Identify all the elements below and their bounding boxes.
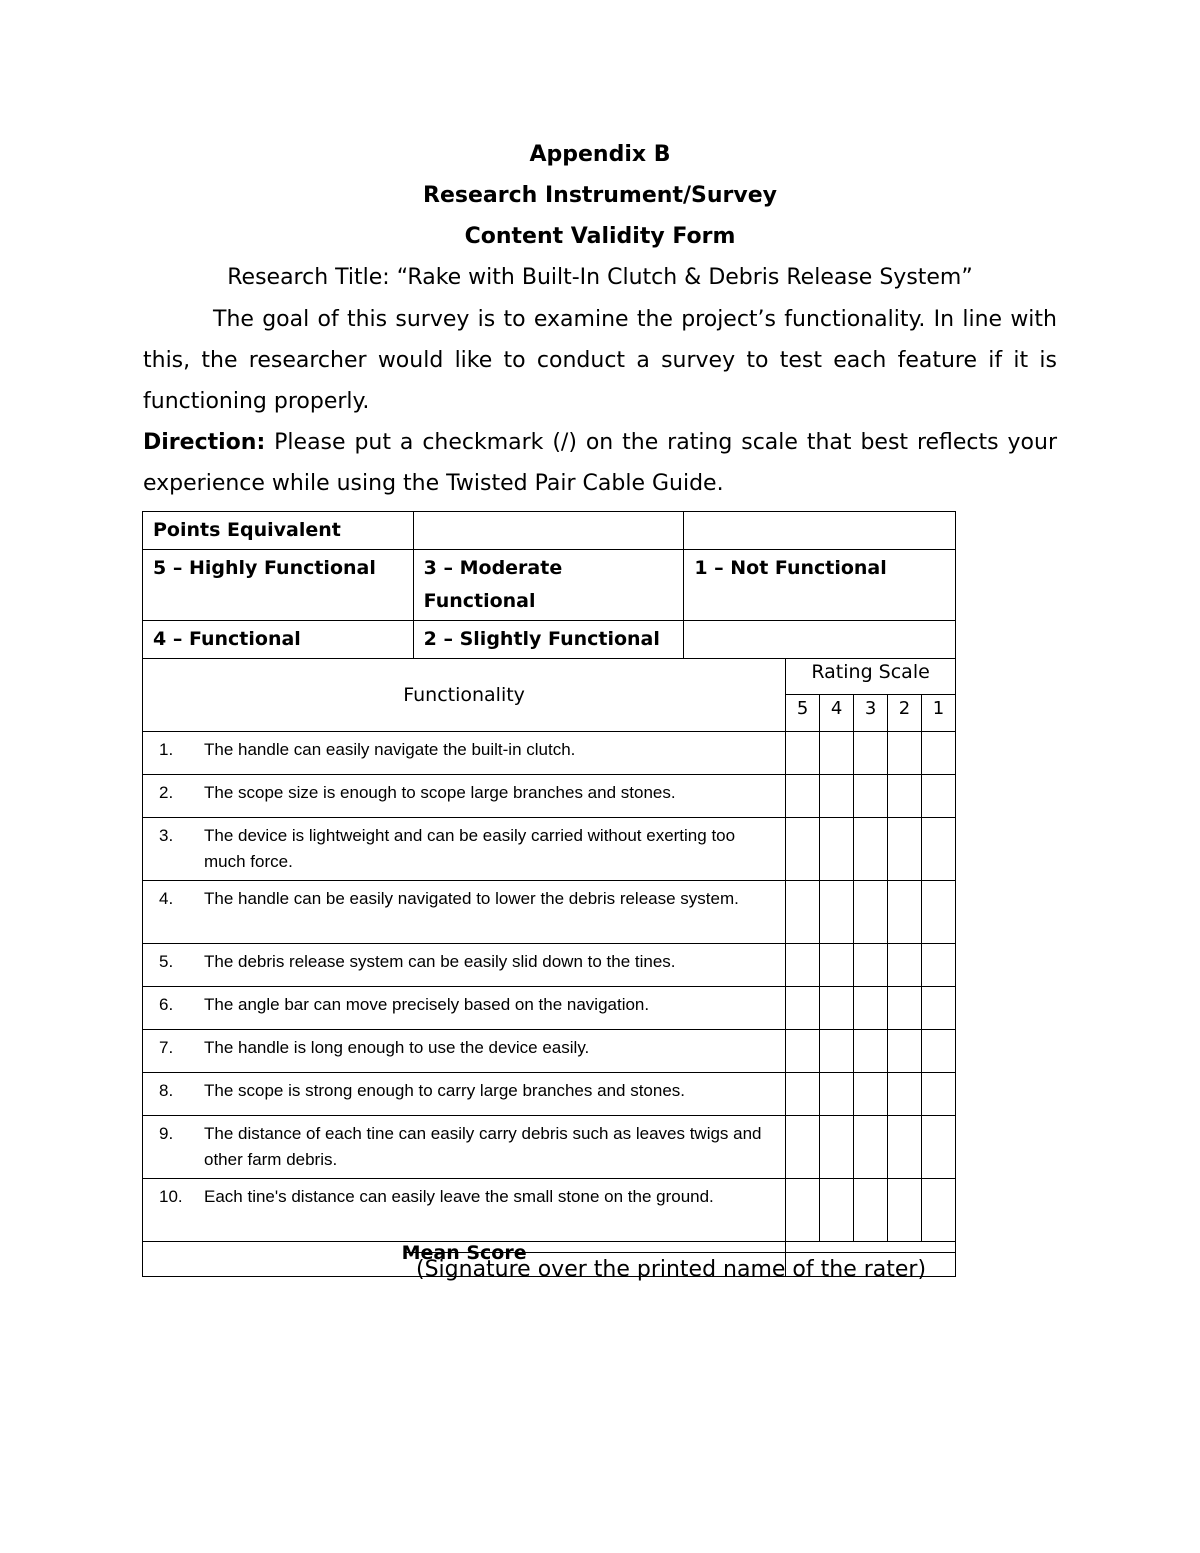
table-row	[143, 881, 956, 944]
rating-checkbox-cell[interactable]	[921, 1030, 955, 1073]
rating-checkbox-cell[interactable]	[786, 1030, 820, 1073]
rating-checkbox-cell[interactable]	[854, 732, 888, 775]
table-row	[143, 944, 956, 987]
rating-checkbox-cell[interactable]	[888, 881, 922, 944]
scale-1: 1	[921, 695, 955, 732]
rating-checkbox-cell[interactable]	[820, 1073, 854, 1116]
signature-caption: (Signature over the printed name of the rater)	[416, 1257, 927, 1282]
table-row	[143, 1073, 956, 1116]
mean-score-label: Mean Score	[143, 1242, 786, 1277]
table-row	[143, 775, 956, 818]
table-row	[143, 732, 956, 775]
rating-checkbox-cell[interactable]	[854, 775, 888, 818]
rating-checkbox-cell[interactable]	[820, 775, 854, 818]
rating-checkbox-cell[interactable]	[820, 818, 854, 881]
item-text: The distance of each tine can easily carry debris such as leaves twigs and other farm debris.	[204, 1124, 762, 1169]
points-slightly-functional: 2 – Slightly Functional	[413, 621, 684, 659]
item-number: 3.	[159, 826, 174, 845]
scale-3: 3	[854, 695, 888, 732]
item-cell	[143, 1073, 786, 1116]
points-not-functional: 1 – Not Functional	[684, 550, 956, 621]
table-row	[143, 1179, 956, 1242]
points-equivalent-table	[142, 511, 956, 659]
rating-checkbox-cell[interactable]	[786, 818, 820, 881]
item-cell	[143, 775, 786, 818]
item-cell	[143, 944, 786, 987]
rating-checkbox-cell[interactable]	[820, 732, 854, 775]
rating-table	[142, 658, 956, 1277]
rating-checkbox-cell[interactable]	[820, 944, 854, 987]
scale-2: 2	[888, 695, 922, 732]
rating-checkbox-cell[interactable]	[786, 1116, 820, 1179]
item-number: 4.	[159, 889, 174, 908]
direction-paragraph	[143, 422, 1057, 504]
rating-checkbox-cell[interactable]	[888, 818, 922, 881]
item-cell	[143, 732, 786, 775]
item-text: The scope size is enough to scope large branches and stones.	[204, 783, 676, 802]
rating-checkbox-cell[interactable]	[888, 1179, 922, 1242]
points-moderate-functional: 3 – Moderate Functional	[413, 550, 684, 621]
item-cell	[143, 1030, 786, 1073]
rating-checkbox-cell[interactable]	[888, 1030, 922, 1073]
scale-5: 5	[786, 695, 820, 732]
item-text: The device is lightweight and can be easily carried without exerting too much force.	[204, 826, 736, 871]
item-number: 10.	[159, 1187, 183, 1206]
rating-checkbox-cell[interactable]	[786, 732, 820, 775]
rating-checkbox-cell[interactable]	[921, 1116, 955, 1179]
rating-checkbox-cell[interactable]	[921, 775, 955, 818]
research-title: Research Title: “Rake with Built-In Clutch & Debris Release System”	[227, 265, 973, 290]
rating-checkbox-cell[interactable]	[888, 1116, 922, 1179]
rating-checkbox-cell[interactable]	[820, 1179, 854, 1242]
rating-checkbox-cell[interactable]	[888, 732, 922, 775]
instrument-title: Research Instrument/Survey	[423, 183, 777, 208]
direction-label: Direction:	[143, 430, 266, 455]
rating-checkbox-cell[interactable]	[921, 818, 955, 881]
item-text: The handle can be easily navigated to lower the debris release system.	[204, 889, 739, 908]
rating-checkbox-cell[interactable]	[786, 1179, 820, 1242]
item-number: 1.	[159, 740, 174, 759]
rating-checkbox-cell[interactable]	[786, 1073, 820, 1116]
rating-checkbox-cell[interactable]	[854, 944, 888, 987]
scale-4: 4	[820, 695, 854, 732]
rating-checkbox-cell[interactable]	[786, 987, 820, 1030]
rating-checkbox-cell[interactable]	[854, 1179, 888, 1242]
item-number: 8.	[159, 1081, 174, 1100]
points-empty-cell	[684, 512, 956, 550]
rating-scale-header: Rating Scale	[786, 659, 956, 695]
goal-paragraph: The goal of this survey is to examine the project’s functionality. In line with this, the researcher would like to conduct a survey to test each feature if it is functioning properly.	[143, 307, 1057, 414]
item-number: 7.	[159, 1038, 174, 1057]
item-number: 5.	[159, 952, 174, 971]
rating-checkbox-cell[interactable]	[786, 775, 820, 818]
rating-checkbox-cell[interactable]	[854, 881, 888, 944]
item-cell	[143, 1116, 786, 1179]
rating-checkbox-cell[interactable]	[888, 1073, 922, 1116]
rating-checkbox-cell[interactable]	[854, 1116, 888, 1179]
table-row	[143, 1116, 956, 1179]
points-highly-functional: 5 – Highly Functional	[143, 550, 414, 621]
points-empty-cell	[684, 621, 956, 659]
rating-checkbox-cell[interactable]	[854, 987, 888, 1030]
rating-checkbox-cell[interactable]	[820, 881, 854, 944]
table-row	[143, 818, 956, 881]
rating-checkbox-cell[interactable]	[820, 1030, 854, 1073]
rating-checkbox-cell[interactable]	[786, 881, 820, 944]
rating-checkbox-cell[interactable]	[921, 987, 955, 1030]
item-text: The angle bar can move precisely based on the navigation.	[204, 995, 650, 1014]
item-number: 2.	[159, 783, 174, 802]
rating-checkbox-cell[interactable]	[854, 1073, 888, 1116]
rating-checkbox-cell[interactable]	[854, 1030, 888, 1073]
item-text: The handle can easily navigate the built-in clutch.	[204, 740, 576, 759]
item-cell	[143, 818, 786, 881]
rating-checkbox-cell[interactable]	[921, 732, 955, 775]
item-cell	[143, 987, 786, 1030]
rating-checkbox-cell[interactable]	[921, 944, 955, 987]
points-functional: 4 – Functional	[143, 621, 414, 659]
form-title: Content Validity Form	[464, 224, 736, 249]
item-text: The debris release system can be easily slid down to the tines.	[204, 952, 676, 971]
item-text: The handle is long enough to use the device easily.	[204, 1038, 590, 1057]
table-row	[143, 1030, 956, 1073]
item-text: Each tine's distance can easily leave the small stone on the ground.	[204, 1187, 714, 1206]
item-cell	[143, 881, 786, 944]
points-header: Points Equivalent	[143, 512, 414, 550]
rating-checkbox-cell[interactable]	[921, 881, 955, 944]
table-row	[143, 987, 956, 1030]
rating-checkbox-cell[interactable]	[786, 944, 820, 987]
direction-text: Please put a checkmark (/) on the rating scale that best reflects your experience while using the Twisted Pair Cable Guide.	[143, 430, 1057, 496]
item-cell	[143, 1179, 786, 1242]
rating-checkbox-cell[interactable]	[820, 1116, 854, 1179]
item-text: The scope is strong enough to carry large branches and stones.	[204, 1081, 686, 1100]
points-empty-cell	[413, 512, 684, 550]
appendix-label: Appendix B	[529, 142, 671, 167]
rating-checkbox-cell[interactable]	[888, 987, 922, 1030]
item-number: 9.	[159, 1124, 174, 1143]
rating-checkbox-cell[interactable]	[854, 818, 888, 881]
item-number: 6.	[159, 995, 174, 1014]
rating-checkbox-cell[interactable]	[888, 775, 922, 818]
rating-checkbox-cell[interactable]	[921, 1179, 955, 1242]
functionality-header: Functionality	[143, 659, 786, 732]
rating-checkbox-cell[interactable]	[888, 944, 922, 987]
rating-checkbox-cell[interactable]	[921, 1073, 955, 1116]
rating-checkbox-cell[interactable]	[820, 987, 854, 1030]
